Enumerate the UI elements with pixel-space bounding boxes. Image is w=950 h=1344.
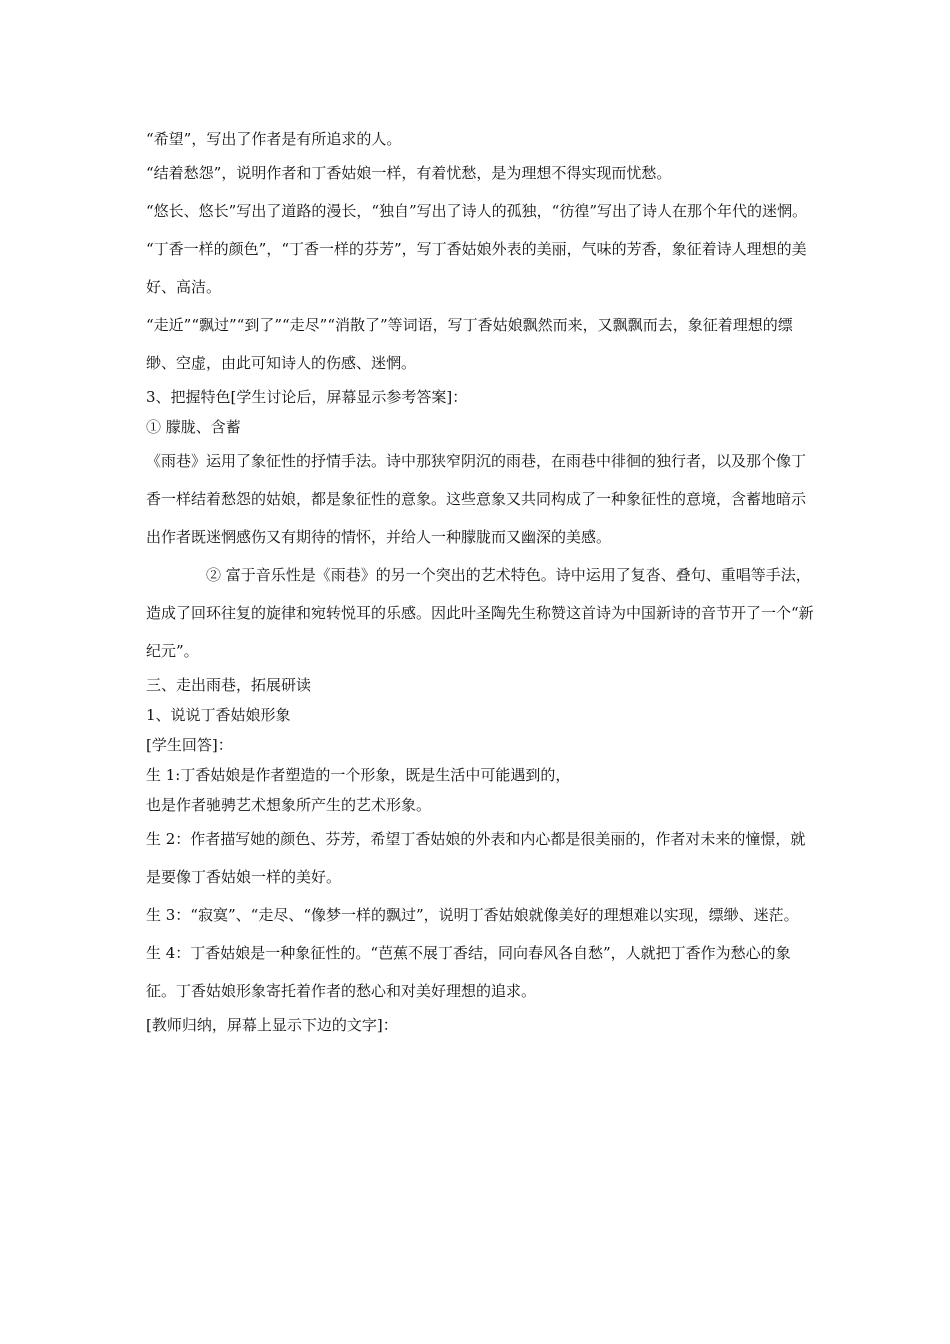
subheading-lilac-girl: 1、说说丁香姑娘形象 [146,706,291,724]
student-answer-1-cont: 也是作者驰骋艺术想象所产生的艺术形象。 [146,796,432,814]
section-heading-features: 3、把握特色[学生讨论后，屏幕显示参考答案]： [146,388,468,406]
label-teacher-summary: [教师归纳，屏幕上显示下边的文字]： [146,1016,398,1034]
paragraph-musicality: ② 富于音乐性是《雨巷》的另一个突出的艺术特色。诗中运用了复沓、叠句、重唱等手法，造成了回环往复的旋律和宛转悦耳的乐感。因此叶圣陶先生称赞这首诗为中国新诗的音节开了一个“新纪元”。 [146,566,814,660]
paragraph-hope: “希望”，写出了作者是有所追求的人。 [146,130,402,148]
student-answer-2: 生 2：作者描写她的颜色、芬芳，希望丁香姑娘的外表和内心都是很美丽的，作者对未来的憧憬，就是要像丁香姑娘一样的美好。 [146,830,806,886]
paragraph-sorrow: “结着愁怨”，说明作者和丁香姑娘一样，有着忧愁，是为理想不得实现而忧愁。 [146,164,672,182]
paragraph-long-road: “悠长、悠长”写出了道路的漫长，“独自”写出了诗人的孤独，“彷徨”写出了诗人在那个年代的迷惘。 [146,202,808,220]
student-answer-1: 生 1:丁香姑娘是作者塑造的一个形象，既是生活中可能遇到的， [146,766,571,784]
paragraph-words: “走近”“飘过”“到了”“走尽”“消散了”等词语，写丁香姑娘飘然而来，又飘飘而去，象征着理想的缥缈、空虚，由此可知诗人的伤感、迷惘。 [146,316,793,372]
student-answer-4: 生 4：丁香姑娘是一种象征性的。“芭蕉不展丁香结，同向春风各自愁”，人就把丁香作为愁心的象征。丁香姑娘形象寄托着作者的愁心和对美好理想的追求。 [146,944,791,1000]
paragraph-lilac-color: “丁香一样的颜色”，“丁香一样的芬芳”，写丁香姑娘外表的美丽，气味的芳香，象征着诗人理想的美好、高洁。 [146,240,807,296]
document-body [146,124,814,1040]
student-answer-3: 生 3：“寂寞”、“走尽、“像梦一样的飘过”，说明丁香姑娘就像美好的理想难以实现，缥缈、迷茫。 [146,906,799,924]
paragraph-symbolism: 《雨巷》运用了象征性的抒情手法。诗中那狭窄阴沉的雨巷，在雨巷中徘徊的独行者，以及那个像丁香一样结着愁怨的姑娘，都是象征性的意象。这些意象又共同构成了一种象征性的意境，含蓄地暗示出作者既迷惘感伤又有期待的情怀，并给人一种朦胧而又幽深的美感。 [146,452,807,546]
section-heading-extend: 三、走出雨巷，拓展研读 [146,676,312,694]
label-student-answer: [学生回答]： [146,736,233,754]
subheading-hazy: ① 朦胧、含蓄 [146,418,241,436]
